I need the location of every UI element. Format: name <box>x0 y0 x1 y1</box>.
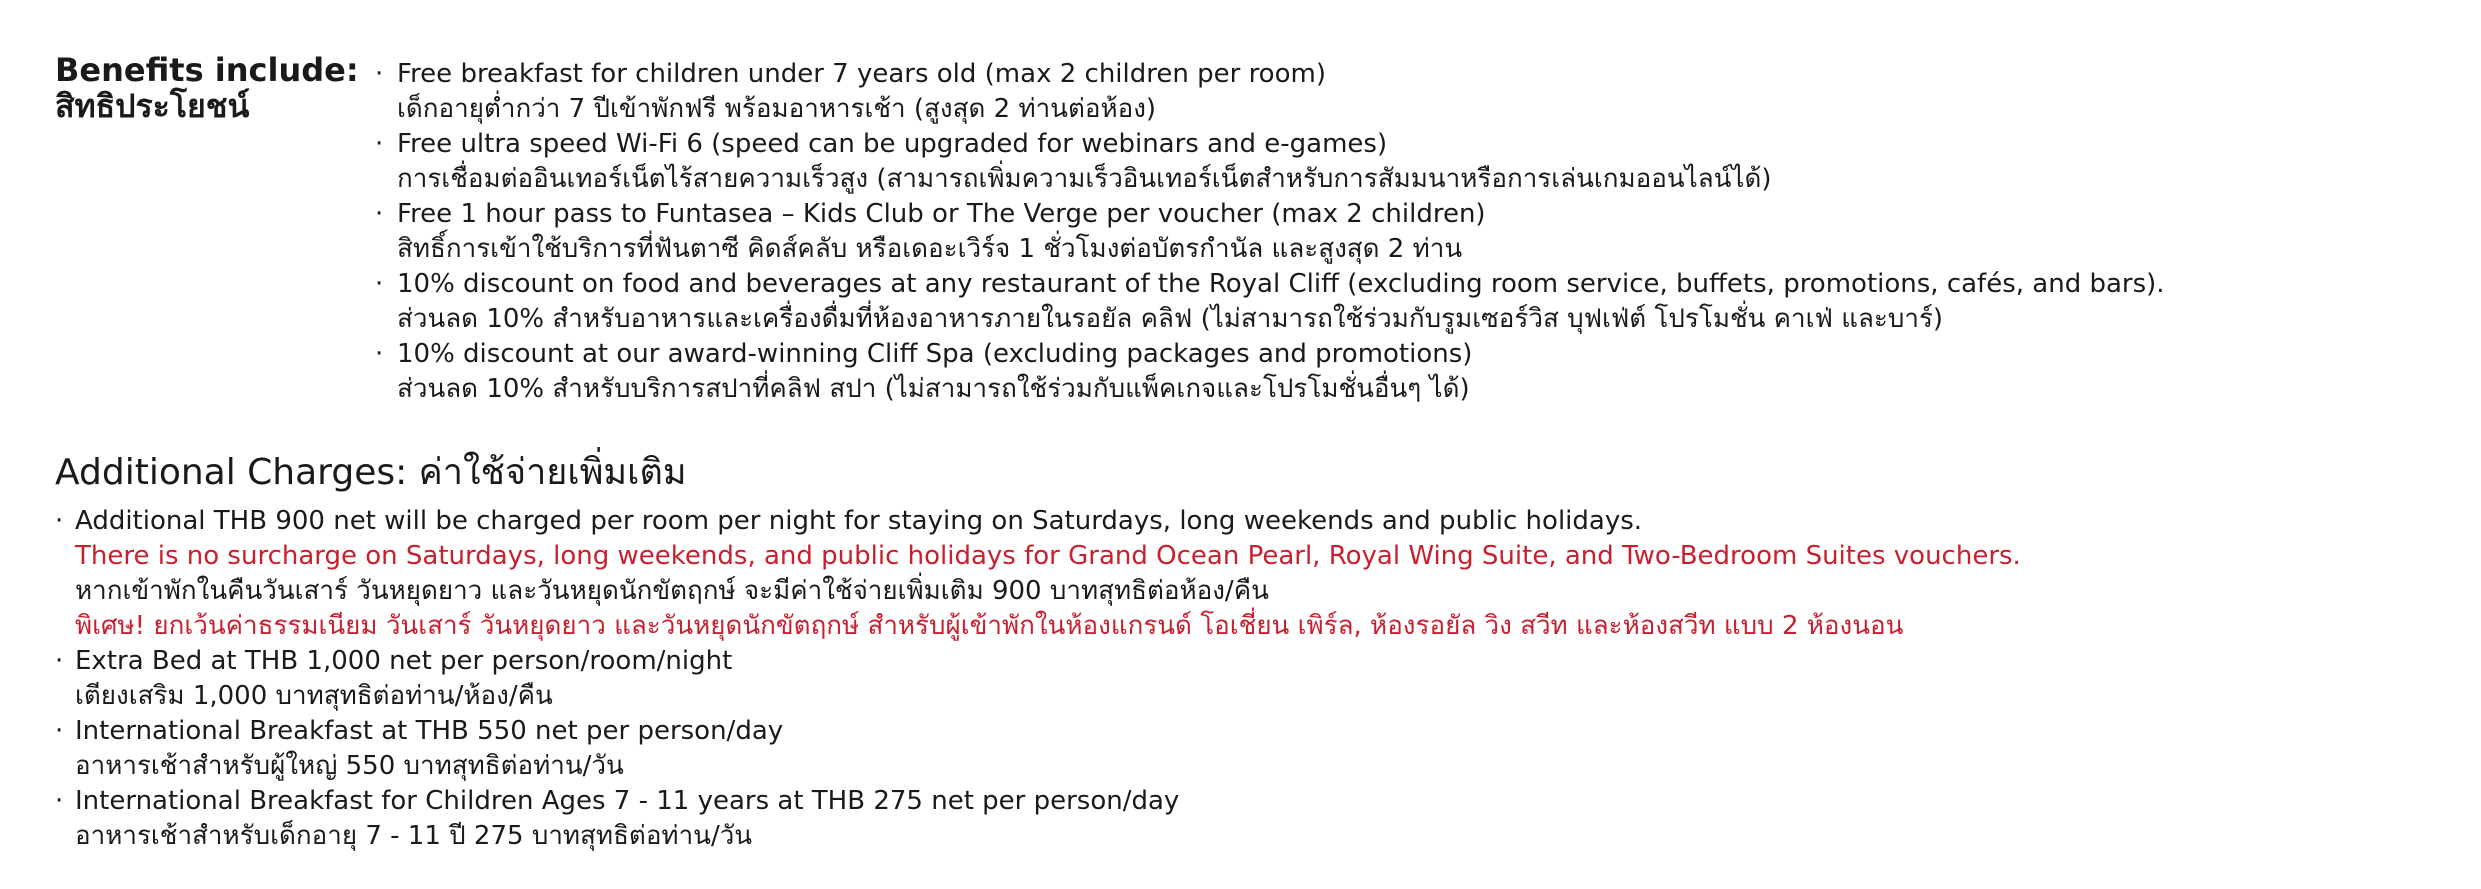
benefit-text-th: ส่วนลด 10% สำหรับอาหารและเครื่องดื่มที่ห้องอาหารภายในรอยัล คลิฟ (ไม่สามารถใช้ร่วมกับรูมเซอร์วิส บุฟเฟ่ต์ โปรโมชั่น คาเฟ่ และบาร์) <box>397 304 1944 334</box>
additional-charges-section <box>55 452 2455 854</box>
bullet-icon: · <box>55 646 64 676</box>
list-item <box>375 57 2455 127</box>
bullet-icon: · <box>375 269 384 299</box>
list-item <box>375 267 2455 337</box>
charge-text-th: หากเข้าพักในคืนวันเสาร์ วันหยุดยาว และวันหยุดนักขัตฤกษ์ จะมีค่าใช้จ่ายเพิ่มเติม 900 บาทสุทธิต่อห้อง/คืน <box>75 576 1269 606</box>
benefits-heading-th: สิทธิประโยชน์ <box>55 87 250 125</box>
charge-text: Extra Bed at THB 1,000 net per person/room/night <box>75 646 733 676</box>
bullet-icon: · <box>55 506 64 536</box>
benefit-text-th: การเชื่อมต่ออินเทอร์เน็ตไร้สายความเร็วสูง (สามารถเพิ่มความเร็วอินเทอร์เน็ตสำหรับการสัมมนาหรือการเล่นเกมออนไลน์ได้) <box>397 164 1772 194</box>
charge-note-highlight-th: พิเศษ! ยกเว้นค่าธรรมเนียม วันเสาร์ วันหยุดยาว และวันหยุดนักขัตฤกษ์ สำหรับผู้เข้าพักในห้องแกรนด์ โอเชี่ยน เพิร์ล, ห้องรอยัล วิง สวีท และห้องสวีท แบบ 2 ห้องนอน <box>75 611 1904 641</box>
benefit-text-en: 10% discount at our award-winning Cliff Spa (excluding packages and promotions) <box>397 339 1473 369</box>
charges-list <box>55 504 2455 854</box>
list-item <box>375 127 2455 197</box>
charge-text-th: อาหารเช้าสำหรับผู้ใหญ่ 550 บาทสุทธิต่อท่าน/วัน <box>75 751 624 781</box>
charge-text: Additional THB 900 net will be charged per room per night for staying on Saturdays, long weekends and public holidays. <box>75 506 1643 536</box>
charge-text: International Breakfast for Children Ages 7 - 11 years at THB 275 net per person/day <box>75 786 1180 816</box>
list-item <box>375 197 2455 267</box>
bullet-icon: · <box>55 786 64 816</box>
benefit-text-en: Free breakfast for children under 7 years old (max 2 children per room) <box>397 59 1326 89</box>
benefits-heading <box>55 51 359 125</box>
benefit-text-th: ส่วนลด 10% สำหรับบริการสปาที่คลิฟ สปา (ไม่สามารถใช้ร่วมกับแพ็คเกจและโปรโมชั่นอื่นๆ ได้) <box>397 374 1470 404</box>
bullet-icon: · <box>375 199 384 229</box>
bullet-icon: · <box>375 129 384 159</box>
benefits-list <box>375 57 2455 407</box>
list-item <box>375 337 2455 407</box>
charge-text-th: เตียงเสริม 1,000 บาทสุทธิต่อท่าน/ห้อง/คืน <box>75 681 553 711</box>
benefits-heading-en: Benefits include: <box>55 51 359 89</box>
benefit-text-en: Free ultra speed Wi-Fi 6 (speed can be upgraded for webinars and e-games) <box>397 129 1388 159</box>
list-item <box>55 784 2455 854</box>
charge-text-th: อาหารเช้าสำหรับเด็กอายุ 7 - 11 ปี 275 บาทสุทธิต่อท่าน/วัน <box>75 821 753 851</box>
benefit-text-en: 10% discount on food and beverages at any restaurant of the Royal Cliff (excluding room service, buffets, promotions, cafés, and bars). <box>397 269 2165 299</box>
benefit-text-th: เด็กอายุต่ำกว่า 7 ปีเข้าพักฟรี พร้อมอาหารเช้า (สูงสุด 2 ท่านต่อห้อง) <box>397 94 1157 124</box>
bullet-icon: · <box>55 716 64 746</box>
additional-charges-heading: Additional Charges: ค่าใช้จ่ายเพิ่มเติม <box>55 452 687 493</box>
benefit-text-en: Free 1 hour pass to Funtasea – Kids Club or The Verge per voucher (max 2 children) <box>397 199 1486 229</box>
charge-note-highlight: There is no surcharge on Saturdays, long weekends, and public holidays for Grand Ocean Pearl, Royal Wing Suite, and Two-Bedroom Suites vouchers. <box>75 541 2021 571</box>
charge-text: International Breakfast at THB 550 net per person/day <box>75 716 784 746</box>
list-item <box>55 714 2455 784</box>
list-item <box>55 504 2455 644</box>
bullet-icon: · <box>375 339 384 369</box>
list-item <box>55 644 2455 714</box>
benefit-text-th: สิทธิ์การเข้าใช้บริการที่ฟันตาซี คิดส์คลับ หรือเดอะเวิร์จ 1 ชั่วโมงต่อบัตรกำนัล และสูงสุด 2 ท่าน <box>397 234 1463 264</box>
bullet-icon: · <box>375 59 384 89</box>
